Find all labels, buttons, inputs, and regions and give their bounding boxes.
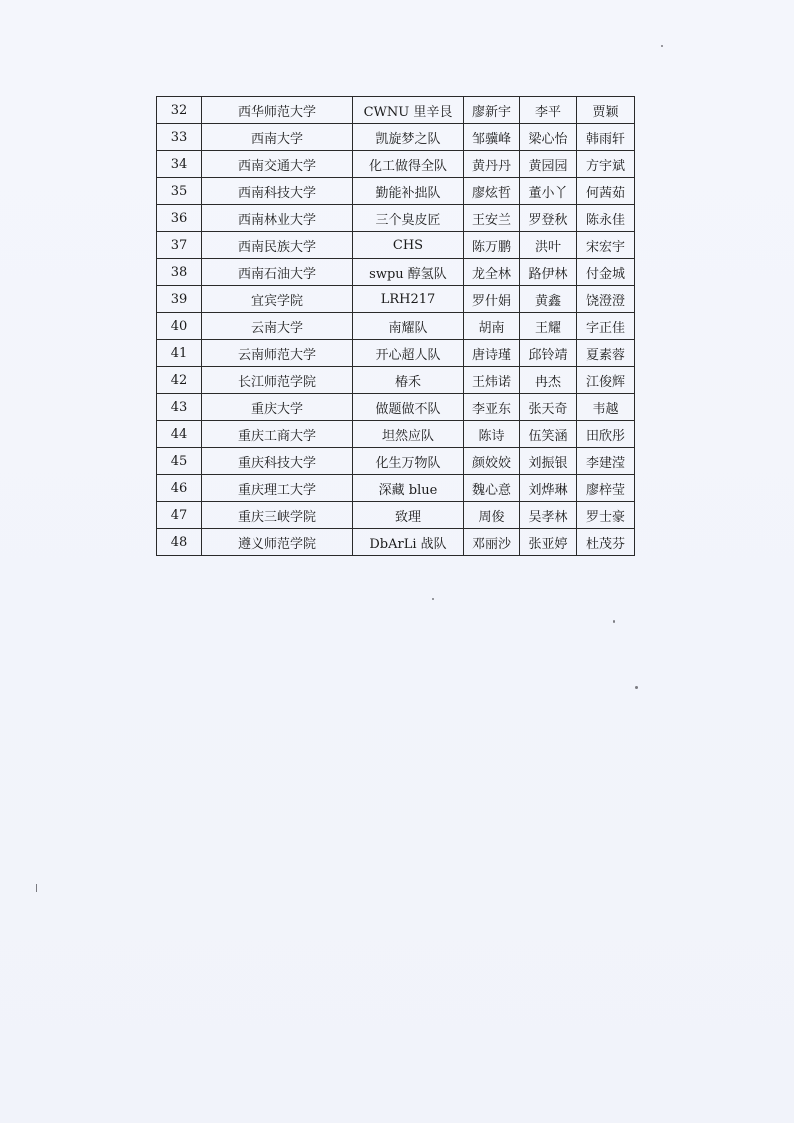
cell-number: 45 [157, 448, 202, 475]
cell-school: 长江师范学院 [202, 367, 353, 394]
table-row [157, 124, 635, 151]
cell-member-3: 江俊辉 [577, 367, 635, 394]
cell-number: 38 [157, 259, 202, 286]
cell-number: 40 [157, 313, 202, 340]
scan-speck [635, 686, 638, 689]
cell-member-1: 胡南 [464, 313, 520, 340]
cell-member-3: 廖梓莹 [577, 475, 635, 502]
cell-member-3: 杜茂芬 [577, 529, 635, 556]
scan-speck [36, 884, 37, 892]
cell-team-name: 南耀队 [353, 313, 464, 340]
cell-member-2: 吴孝林 [520, 502, 577, 529]
cell-team-name: 开心超人队 [353, 340, 464, 367]
cell-member-1: 陈诗 [464, 421, 520, 448]
cell-team-name: 凯旋梦之队 [353, 124, 464, 151]
cell-member-1: 王炜诺 [464, 367, 520, 394]
cell-member-1: 邓丽沙 [464, 529, 520, 556]
cell-school: 重庆三峡学院 [202, 502, 353, 529]
cell-team-name: 做题做不队 [353, 394, 464, 421]
cell-member-2: 李平 [520, 97, 577, 124]
cell-school: 重庆科技大学 [202, 448, 353, 475]
cell-team-name: 化工做得全队 [353, 151, 464, 178]
cell-school: 西南科技大学 [202, 178, 353, 205]
cell-member-3: 李建滢 [577, 448, 635, 475]
table-row [157, 97, 635, 124]
scan-speck [432, 598, 434, 600]
cell-member-3: 何茜茹 [577, 178, 635, 205]
cell-member-2: 梁心怡 [520, 124, 577, 151]
cell-member-2: 刘烨琳 [520, 475, 577, 502]
table-row [157, 421, 635, 448]
cell-number: 42 [157, 367, 202, 394]
cell-school: 西华师范大学 [202, 97, 353, 124]
cell-member-3: 付金城 [577, 259, 635, 286]
cell-number: 41 [157, 340, 202, 367]
cell-school: 云南大学 [202, 313, 353, 340]
table-row [157, 502, 635, 529]
table-row [157, 448, 635, 475]
cell-member-1: 周俊 [464, 502, 520, 529]
cell-number: 44 [157, 421, 202, 448]
cell-number: 37 [157, 232, 202, 259]
table-row [157, 475, 635, 502]
scan-speck [613, 620, 615, 623]
cell-school: 云南师范大学 [202, 340, 353, 367]
cell-member-3: 陈永佳 [577, 205, 635, 232]
cell-number: 43 [157, 394, 202, 421]
cell-team-name: 致理 [353, 502, 464, 529]
table-row [157, 151, 635, 178]
cell-member-3: 田欣彤 [577, 421, 635, 448]
cell-member-1: 魏心意 [464, 475, 520, 502]
cell-member-2: 董小丫 [520, 178, 577, 205]
cell-member-3: 罗士豪 [577, 502, 635, 529]
roster-body [157, 97, 635, 556]
cell-member-1: 李亚东 [464, 394, 520, 421]
cell-team-name: 勤能补拙队 [353, 178, 464, 205]
cell-member-2: 王耀 [520, 313, 577, 340]
cell-school: 西南民族大学 [202, 232, 353, 259]
cell-member-1: 黄丹丹 [464, 151, 520, 178]
cell-member-2: 黄鑫 [520, 286, 577, 313]
cell-member-3: 饶澄澄 [577, 286, 635, 313]
cell-team-name: 三个臭皮匠 [353, 205, 464, 232]
cell-school: 重庆理工大学 [202, 475, 353, 502]
cell-number: 36 [157, 205, 202, 232]
cell-member-2: 伍笑涵 [520, 421, 577, 448]
cell-team-name: 椿禾 [353, 367, 464, 394]
cell-school: 遵义师范学院 [202, 529, 353, 556]
cell-team-name: CHS [353, 232, 464, 259]
table-row [157, 340, 635, 367]
cell-number: 39 [157, 286, 202, 313]
cell-member-1: 唐诗瑾 [464, 340, 520, 367]
cell-team-name: CWNU 里辛艮 [353, 97, 464, 124]
table-row [157, 178, 635, 205]
table-row [157, 205, 635, 232]
table-row [157, 367, 635, 394]
table-row [157, 286, 635, 313]
cell-number: 33 [157, 124, 202, 151]
cell-number: 32 [157, 97, 202, 124]
cell-team-name: 深藏 blue [353, 475, 464, 502]
cell-member-2: 张天奇 [520, 394, 577, 421]
cell-member-3: 字正佳 [577, 313, 635, 340]
cell-school: 西南交通大学 [202, 151, 353, 178]
cell-member-2: 路伊林 [520, 259, 577, 286]
cell-number: 47 [157, 502, 202, 529]
cell-team-name: 坦然应队 [353, 421, 464, 448]
cell-number: 35 [157, 178, 202, 205]
cell-member-1: 颜姣姣 [464, 448, 520, 475]
cell-team-name: 化生万物队 [353, 448, 464, 475]
cell-member-1: 陈万鹏 [464, 232, 520, 259]
team-roster-table [156, 96, 635, 556]
cell-member-1: 廖新宇 [464, 97, 520, 124]
table-row [157, 394, 635, 421]
cell-member-3: 方宇斌 [577, 151, 635, 178]
table-row [157, 232, 635, 259]
cell-member-1: 罗什娟 [464, 286, 520, 313]
cell-member-1: 邹骥峰 [464, 124, 520, 151]
cell-school: 西南石油大学 [202, 259, 353, 286]
cell-member-2: 刘振银 [520, 448, 577, 475]
cell-member-2: 冉杰 [520, 367, 577, 394]
cell-team-name: DbArLi 战队 [353, 529, 464, 556]
scan-speck [661, 45, 663, 47]
cell-member-3: 韩雨轩 [577, 124, 635, 151]
cell-school: 重庆工商大学 [202, 421, 353, 448]
cell-member-1: 王安兰 [464, 205, 520, 232]
cell-number: 46 [157, 475, 202, 502]
cell-school: 西南大学 [202, 124, 353, 151]
cell-member-2: 洪叶 [520, 232, 577, 259]
cell-member-3: 宋宏宇 [577, 232, 635, 259]
cell-member-3: 夏素蓉 [577, 340, 635, 367]
cell-number: 48 [157, 529, 202, 556]
cell-school: 重庆大学 [202, 394, 353, 421]
cell-number: 34 [157, 151, 202, 178]
cell-member-1: 廖炫哲 [464, 178, 520, 205]
cell-member-2: 罗登秋 [520, 205, 577, 232]
cell-member-3: 贾颖 [577, 97, 635, 124]
table-row [157, 529, 635, 556]
cell-school: 西南林业大学 [202, 205, 353, 232]
cell-member-3: 韦越 [577, 394, 635, 421]
cell-member-1: 龙全林 [464, 259, 520, 286]
cell-school: 宜宾学院 [202, 286, 353, 313]
table-row [157, 313, 635, 340]
cell-team-name: swpu 醇氢队 [353, 259, 464, 286]
table-row [157, 259, 635, 286]
cell-member-2: 邱铃靖 [520, 340, 577, 367]
cell-member-2: 黄园园 [520, 151, 577, 178]
cell-member-2: 张亚婷 [520, 529, 577, 556]
cell-team-name: LRH217 [353, 286, 464, 313]
